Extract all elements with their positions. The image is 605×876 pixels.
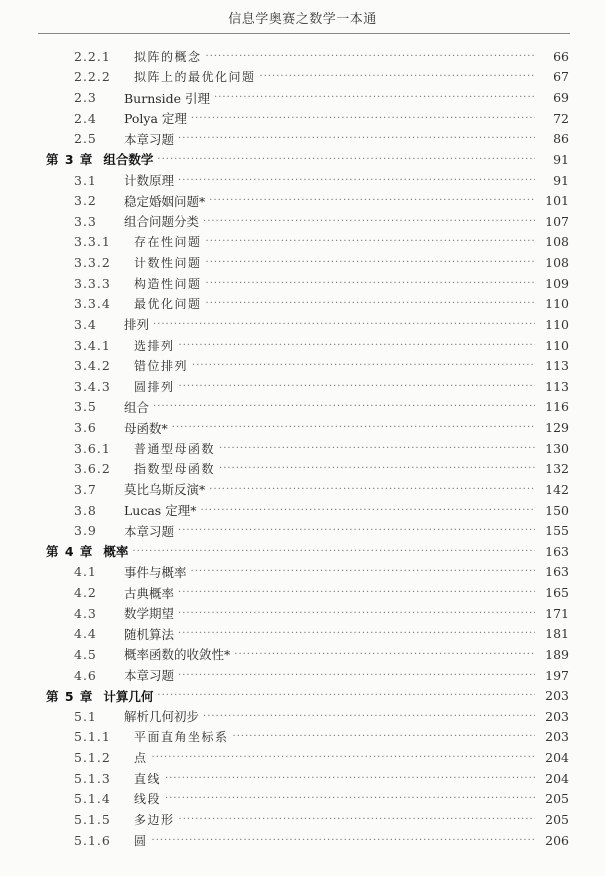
toc-leader-dots <box>153 690 535 701</box>
toc-leader-dots <box>174 525 535 536</box>
toc-entry-number: 3.4 <box>74 316 97 332</box>
toc-leader-dots <box>175 381 535 392</box>
toc-entry-page: 132 <box>545 461 569 477</box>
toc-entry-title: 组合问题分类 <box>124 214 200 230</box>
toc-entry-number: 3.6.2 <box>74 461 111 477</box>
toc-entry-page: 101 <box>545 193 569 209</box>
toc-entry-page: 66 <box>553 48 569 64</box>
toc-entry-number: 5.1 <box>74 708 97 724</box>
toc-entry-page: 69 <box>553 90 569 106</box>
toc-entry-title: 拟阵上的最优化问题 <box>134 70 256 85</box>
toc-entry <box>0 190 605 211</box>
toc-leader-dots <box>174 670 535 681</box>
toc-leader-dots <box>128 546 535 557</box>
toc-entry-number: 3.2 <box>74 193 97 209</box>
toc-entry-title: 本章习题 <box>124 131 175 147</box>
toc-leader-dots <box>202 257 535 268</box>
toc-entry-number: 3.5 <box>74 399 97 415</box>
toc-entry-page: 189 <box>545 646 569 662</box>
toc-entry-number: 3.9 <box>74 523 97 539</box>
toc-entry-page: 197 <box>545 667 569 683</box>
toc-leader-dots <box>161 773 535 784</box>
toc-entry-number: 3.3 <box>74 213 97 229</box>
toc-leader-dots <box>188 360 535 371</box>
toc-entry <box>0 644 605 665</box>
toc-entry-title: 本章习题 <box>124 523 175 539</box>
toc-entry-number: 2.3 <box>74 90 97 106</box>
toc-entry <box>0 314 605 335</box>
toc-entry-title: 莫比乌斯反演* <box>124 482 206 498</box>
toc-entry <box>0 417 605 438</box>
header-rule <box>38 33 570 34</box>
toc-entry-title: 计数原理 <box>124 173 175 189</box>
toc-entry-title: 解析几何初步 <box>124 709 200 725</box>
toc-leader-dots <box>174 628 535 639</box>
toc-entry-title: 组合数学 <box>103 152 154 168</box>
toc-entry <box>0 170 605 191</box>
toc-entry-number: 2.5 <box>74 131 97 147</box>
toc-leader-dots <box>174 587 535 598</box>
toc-entry <box>0 129 605 150</box>
toc-entry-title: 圆 <box>134 833 148 848</box>
toc-leader-dots <box>175 340 535 351</box>
toc-entry <box>0 541 605 562</box>
toc-entry <box>0 562 605 583</box>
toc-entry-title: 古典概率 <box>124 585 175 601</box>
toc-entry-title: 圆排列 <box>134 379 175 394</box>
toc-entry-number: 4.4 <box>74 626 97 642</box>
toc-entry <box>0 582 605 603</box>
toc-leader-dots <box>205 195 535 206</box>
toc-entry <box>0 149 605 170</box>
toc-entry-page: 67 <box>553 69 569 85</box>
toc-entry-page: 116 <box>545 399 569 415</box>
toc-entry-page: 107 <box>545 213 569 229</box>
toc-leader-dots <box>202 278 535 289</box>
toc-entry <box>0 376 605 397</box>
toc-leader-dots <box>215 443 535 454</box>
toc-entry-page: 72 <box>553 110 569 126</box>
toc-leader-dots <box>149 401 535 412</box>
toc-entry <box>0 727 605 748</box>
toc-entry-page: 110 <box>545 296 569 312</box>
toc-entry-number: 5.1.3 <box>74 770 111 786</box>
toc-entry <box>0 252 605 273</box>
toc-entry <box>0 665 605 686</box>
toc-entry-page: 165 <box>545 585 569 601</box>
toc-entry-title: 稳定婚姻问题* <box>124 193 206 209</box>
toc-entry-number: 3.1 <box>74 172 97 188</box>
toc-entry-number: 3.4.1 <box>74 337 111 353</box>
toc-entry-number: 5.1.1 <box>74 729 111 745</box>
toc-entry-number: 3.3.2 <box>74 255 111 271</box>
toc-entry-number: 第 5 章 <box>46 688 94 704</box>
toc-leader-dots <box>210 92 535 103</box>
toc-entry-number: 3.4.2 <box>74 358 111 374</box>
toc-entry-title: 事件与概率 <box>124 564 187 580</box>
toc-entry-title: 数学期望 <box>124 606 175 622</box>
toc-entry-number: 4.3 <box>74 605 97 621</box>
toc-entry-number: 5.1.6 <box>74 832 111 848</box>
toc-entry <box>0 624 605 645</box>
toc-entry <box>0 747 605 768</box>
toc-entry <box>0 87 605 108</box>
toc-leader-dots <box>148 752 535 763</box>
toc-leader-dots <box>149 319 535 330</box>
toc-leader-dots <box>196 505 535 516</box>
toc-entry <box>0 809 605 830</box>
toc-leader-dots <box>202 298 535 309</box>
toc-entry-title: 母函数* <box>124 420 168 436</box>
toc-entry-title: 选排列 <box>134 338 175 353</box>
toc-entry-page: 113 <box>545 358 569 374</box>
toc-leader-dots <box>215 463 535 474</box>
toc-entry <box>0 108 605 129</box>
toc-entry-title: 直线 <box>134 771 162 786</box>
toc-entry-page: 203 <box>545 708 569 724</box>
toc-entry <box>0 500 605 521</box>
toc-entry <box>0 789 605 810</box>
toc-entry <box>0 211 605 232</box>
toc-leader-dots <box>205 484 535 495</box>
toc-entry <box>0 685 605 706</box>
toc-entry-page: 113 <box>545 378 569 394</box>
toc-entry-number: 4.6 <box>74 667 97 683</box>
toc-entry-title: 概率函数的收敛性* <box>124 647 231 663</box>
toc-entry-number: 3.7 <box>74 481 97 497</box>
toc-entry-title: Polya 定理 <box>124 111 187 127</box>
toc-leader-dots <box>229 731 535 742</box>
toc-leader-dots <box>174 608 535 619</box>
toc-entry-number: 2.2.2 <box>74 69 111 85</box>
toc-entry-number: 5.1.4 <box>74 791 111 807</box>
toc-entry <box>0 294 605 315</box>
toc-entry-number: 2.2.1 <box>74 48 111 64</box>
toc-leader-dots <box>148 835 535 846</box>
toc-entry-page: 150 <box>545 502 569 518</box>
toc-entry-title: Burnside 引理 <box>124 90 211 106</box>
toc-leader-dots <box>199 216 535 227</box>
toc-entry-number: 3.3.1 <box>74 234 111 250</box>
toc-leader-dots <box>174 175 535 186</box>
toc-leader-dots <box>168 422 535 433</box>
toc-entry-title: 排列 <box>124 317 150 333</box>
toc-entry-page: 163 <box>545 564 569 580</box>
toc-entry <box>0 67 605 88</box>
toc-entry-number: 第 3 章 <box>46 152 94 168</box>
toc-entry-page: 204 <box>545 750 569 766</box>
toc-entry-number: 3.8 <box>74 502 97 518</box>
toc-entry-title: 普通型母函数 <box>134 441 216 456</box>
toc-entry-title: 计数性问题 <box>134 256 202 271</box>
toc-entry-number: 4.2 <box>74 585 97 601</box>
toc-entry <box>0 706 605 727</box>
toc-leader-dots <box>230 649 535 660</box>
toc-entry <box>0 830 605 851</box>
toc-entry-title: 概率 <box>103 544 129 560</box>
toc-entry-number: 4.5 <box>74 646 97 662</box>
toc-entry <box>0 46 605 67</box>
toc-leader-dots <box>174 133 535 144</box>
table-of-contents <box>0 46 605 850</box>
toc-entry-number: 5.1.2 <box>74 750 111 766</box>
toc-entry-number: 3.4.3 <box>74 378 111 394</box>
toc-entry <box>0 232 605 253</box>
toc-entry-title: 存在性问题 <box>134 235 202 250</box>
toc-entry-page: 206 <box>545 832 569 848</box>
toc-entry-title: 计算几何 <box>103 688 154 704</box>
toc-entry <box>0 273 605 294</box>
toc-entry-page: 86 <box>553 131 569 147</box>
toc-entry-page: 204 <box>545 770 569 786</box>
toc-leader-dots <box>153 154 535 165</box>
toc-entry-page: 205 <box>545 791 569 807</box>
toc-entry-page: 129 <box>545 420 569 436</box>
toc-entry-page: 181 <box>545 626 569 642</box>
toc-entry-title: 本章习题 <box>124 668 175 684</box>
toc-entry-title: 指数型母函数 <box>134 462 216 477</box>
toc-entry <box>0 479 605 500</box>
toc-entry-number: 3.6.1 <box>74 440 111 456</box>
toc-entry-page: 142 <box>545 481 569 497</box>
toc-entry <box>0 335 605 356</box>
toc-entry-number: 2.4 <box>74 110 97 126</box>
toc-entry-number: 4.1 <box>74 564 97 580</box>
toc-entry-title: Lucas 定理* <box>124 503 197 519</box>
toc-entry-title: 组合 <box>124 399 150 415</box>
toc-entry-page: 110 <box>545 316 569 332</box>
toc-entry-page: 163 <box>545 543 569 559</box>
toc-leader-dots <box>187 113 535 124</box>
toc-leader-dots <box>256 71 535 82</box>
toc-entry-page: 110 <box>545 337 569 353</box>
toc-entry <box>0 520 605 541</box>
toc-entry <box>0 397 605 418</box>
running-header: 信息学奥赛之数学一本通 <box>228 12 377 27</box>
toc-entry-page: 91 <box>553 151 569 167</box>
toc-entry <box>0 459 605 480</box>
toc-entry-title: 构造性问题 <box>134 276 202 291</box>
toc-entry-page: 203 <box>545 729 569 745</box>
toc-entry-number: 3.3.4 <box>74 296 111 312</box>
toc-entry-title: 随机算法 <box>124 626 175 642</box>
toc-entry-number: 3.6 <box>74 420 97 436</box>
toc-leader-dots <box>202 236 535 247</box>
toc-entry-page: 205 <box>545 811 569 827</box>
toc-entry-title: 最优化问题 <box>134 297 202 312</box>
toc-leader-dots <box>199 711 535 722</box>
toc-entry-title: 线段 <box>134 792 162 807</box>
toc-entry-page: 130 <box>545 440 569 456</box>
toc-entry-title: 错位排列 <box>134 359 189 374</box>
toc-entry-number: 第 4 章 <box>46 544 94 560</box>
toc-entry-page: 109 <box>545 275 569 291</box>
toc-entry-title: 点 <box>134 751 148 766</box>
toc-entry-number: 3.3.3 <box>74 275 111 291</box>
toc-leader-dots <box>202 51 535 62</box>
toc-leader-dots <box>175 814 535 825</box>
toc-entry-page: 155 <box>545 523 569 539</box>
toc-entry-page: 108 <box>545 255 569 271</box>
toc-entry-page: 91 <box>553 172 569 188</box>
toc-entry-title: 平面直角坐标系 <box>134 730 229 745</box>
toc-entry <box>0 768 605 789</box>
toc-leader-dots <box>187 566 535 577</box>
toc-entry-page: 171 <box>545 605 569 621</box>
toc-entry-title: 拟阵的概念 <box>134 49 202 64</box>
toc-entry-number: 5.1.5 <box>74 811 111 827</box>
toc-entry-page: 108 <box>545 234 569 250</box>
toc-entry <box>0 603 605 624</box>
toc-entry-title: 多边形 <box>134 812 175 827</box>
toc-entry <box>0 355 605 376</box>
toc-leader-dots <box>161 793 535 804</box>
toc-entry-page: 203 <box>545 688 569 704</box>
toc-entry <box>0 438 605 459</box>
